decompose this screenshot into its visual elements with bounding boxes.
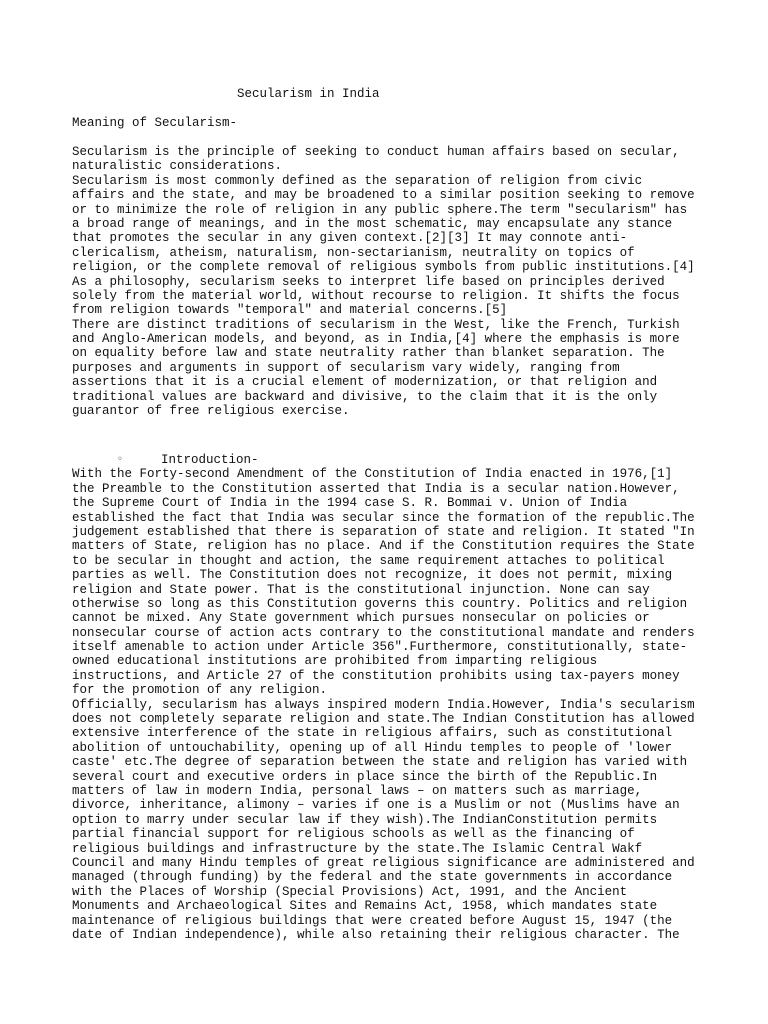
text-line: Monuments and Archaeological Sites and Remains Act, 1958, which mandates state: [72, 899, 658, 914]
text-line: instructions, and Article 27 of the constitution prohibits using tax-payers money: [72, 668, 680, 683]
section-heading: Meaning of Secularism-: [72, 116, 238, 130]
introduction-heading-row: [72, 453, 712, 467]
text-line: date of Indian independence), while also retaining their religious character. The: [72, 927, 680, 942]
text-line: Secularism is the principle of seeking to conduct human affairs based on secular,: [72, 145, 680, 159]
text-line: affairs and the state, and may be broadened to a similar position seeking to remove: [72, 188, 695, 203]
text-line: for the promotion of any religion.: [72, 683, 328, 698]
text-line: guarantor of free religious exercise.: [72, 404, 350, 419]
text-line: purposes and arguments in support of secularism vary widely, ranging from: [72, 360, 620, 375]
text-line: caste' etc.The degree of separation between the state and religion has varied with: [72, 755, 688, 770]
text-line: owned educational institutions are prohibited from imparting religious: [72, 654, 598, 669]
document-title: Secularism in India: [237, 87, 380, 101]
text-line: with the Places of Worship (Special Provisions) Act, 1991, and the Ancient: [72, 884, 628, 899]
text-line: clericalism, atheism, naturalism, non-sectarianism, neutrality on topics of: [72, 245, 635, 260]
text-line: religious buildings and infrastructure by the state.The Islamic Central Wakf: [72, 841, 643, 856]
introduction-heading: Introduction-: [161, 453, 259, 467]
text-line: and Anglo-American models, and beyond, as in India,[4] where the emphasis is more: [72, 332, 680, 347]
text-line: that promotes the secular in any given context.[2][3] It may connote anti-: [72, 231, 628, 246]
text-line: matters of law in modern India, personal laws – on matters such as marriage,: [72, 783, 643, 798]
text-line: does not completely separate religion and state.The Indian Constitution has allowed: [72, 712, 695, 727]
text-line: nonsecular course of action acts contrary to the constitutional mandate and renders: [72, 625, 695, 640]
text-line: partial financial support for religious schools as well as the financing of: [72, 827, 635, 842]
text-line: established the fact that India was secular since the formation of the republic.The: [72, 510, 695, 525]
text-line: from religion towards "temporal" and material concerns.[5]: [72, 303, 508, 318]
text-line: a broad range of meanings, and in the most schematic, may encapsulate any stance: [72, 216, 673, 231]
text-line: itself amenable to action under Article 356".Furthermore, constitutionally, state-: [72, 640, 688, 655]
text-line: There are distinct traditions of secularism in the West, like the French, Turkish: [72, 317, 680, 332]
text-line: matters of State, religion has no place. And if the Constitution requires the State: [72, 539, 695, 554]
text-line: the Preamble to the Constitution asserted that India is a secular nation.However,: [72, 481, 680, 496]
text-line: extensive interference of the state in religious affairs, such as constitutional: [72, 726, 673, 741]
text-line: Secularism is most commonly defined as the separation of religion from civic: [72, 173, 643, 188]
text-line: to be secular in thought and action, the same requirement attaches to political: [72, 553, 665, 568]
introduction-paragraphs: [72, 467, 712, 942]
text-line: maintenance of religious buildings that were created before August 15, 1947 (the: [72, 913, 673, 928]
meaning-paragraphs: [72, 145, 712, 418]
text-line: naturalistic considerations.: [72, 159, 283, 174]
text-line: otherwise so long as this Constitution governs this country. Politics and religion: [72, 596, 688, 611]
text-line: Council and many Hindu temples of great religious significance are administered and: [72, 855, 695, 870]
text-line: divorce, inheritance, alimony – varies if one is a Muslim or not (Muslims have an: [72, 798, 680, 813]
text-line: on equality before law and state neutrality rather than blanket separation. The: [72, 346, 665, 361]
text-line: traditional values are backward and divisive, to the claim that it is the only: [72, 389, 658, 404]
text-line: assertions that it is a crucial element of modernization, or that religion and: [72, 375, 658, 390]
text-line: With the Forty-second Amendment of the Constitution of India enacted in 1976,[1]: [72, 467, 673, 482]
text-line: Officially, secularism has always inspired modern India.However, India's secularism: [72, 697, 695, 712]
text-line: the Supreme Court of India in the 1994 case S. R. Bommai v. Union of India: [72, 496, 628, 511]
text-line: abolition of untouchability, opening up of all Hindu temples to people of 'lower: [72, 740, 673, 755]
text-line: several court and executive orders in place since the birth of the Republic.In: [72, 769, 658, 784]
bullet-icon: ◦: [117, 454, 123, 465]
text-line: option to marry under secular law if they wish).The IndianConstitution permits: [72, 812, 658, 827]
text-line: judgement established that there is separation of state and religion. It stated "In: [72, 524, 695, 539]
text-line: religion and State power. That is the constitutional injunction. None can say: [72, 582, 650, 597]
text-line: parties as well. The Constitution does not recognize, it does not permit, mixing: [72, 568, 673, 583]
text-line: As a philosophy, secularism seeks to interpret life based on principles derived: [72, 274, 665, 289]
text-line: managed (through funding) by the federal and the state governments in accordance: [72, 870, 673, 885]
text-line: religion, or the complete removal of religious symbols from public institutions.[4]: [72, 260, 695, 275]
introduction-section: [72, 453, 712, 942]
text-line: cannot be mixed. Any State government which pursues nonsecular on policies or: [72, 611, 650, 626]
text-line: solely from the material world, without recourse to religion. It shifts the focus: [72, 288, 680, 303]
text-line: or to minimize the role of religion in any public sphere.The term "secularism" has: [72, 202, 688, 217]
